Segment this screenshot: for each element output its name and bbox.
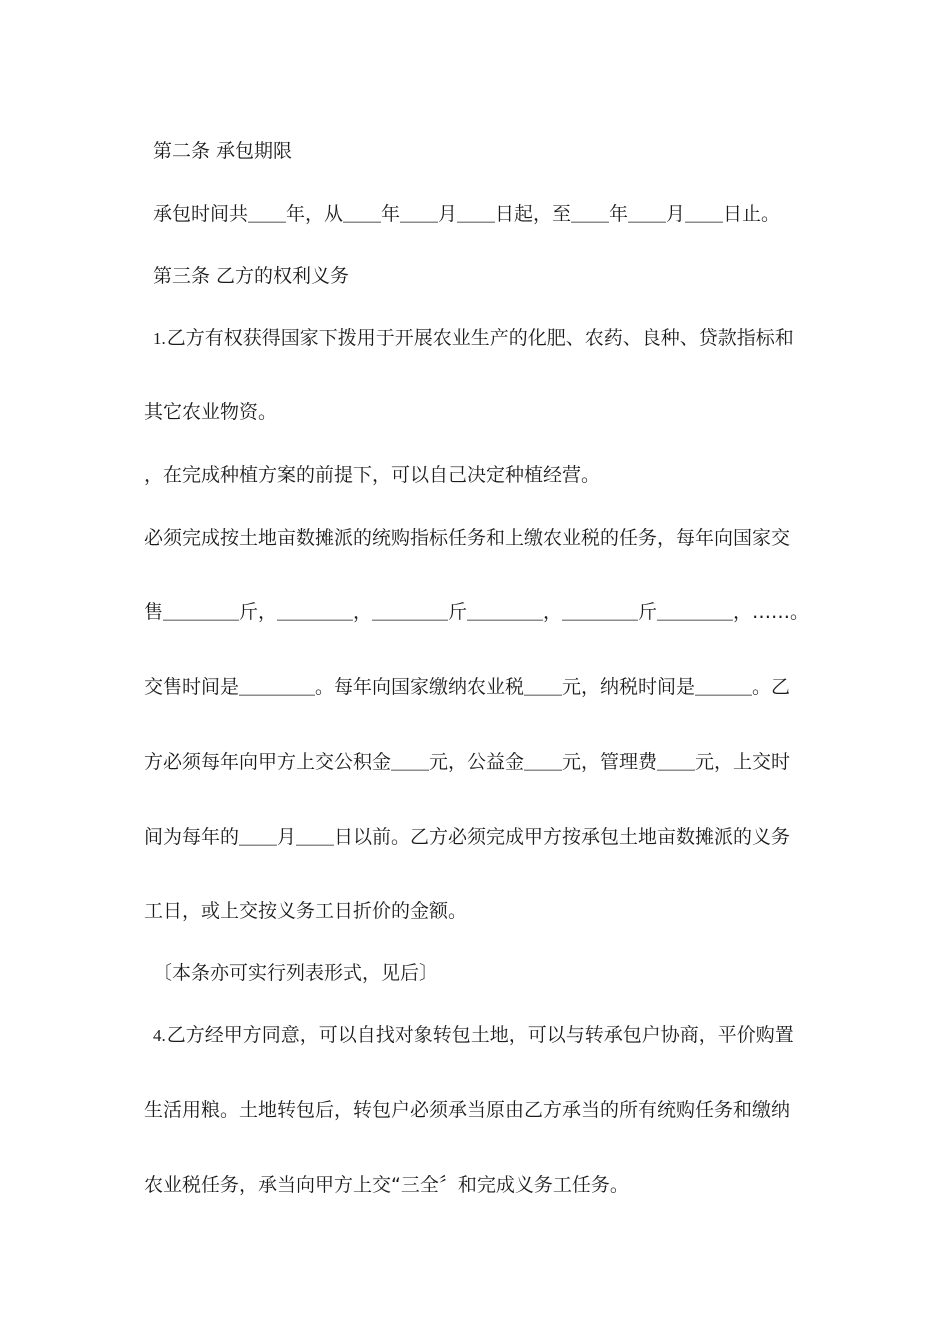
item-4-line-1 <box>153 1023 794 1047</box>
item-1-line-2: 其它农业物资。 <box>144 401 278 423</box>
item-3-line-6: 工日，或上交按义务工日折价的金额。 <box>144 900 468 922</box>
item-3-line-1: 必须完成按土地亩数摊派的统购指标任务和上缴农业税的任务，每年向国家交 <box>144 527 791 549</box>
item-3-line-3: 交售时间是＿＿＿＿。每年向国家缴纳农业税＿＿元，纳税时间是＿＿＿。乙 <box>144 676 791 698</box>
item-4-text: 乙方经甲方同意，可以自找对象转包土地，可以与转承包户协商，平价购置 <box>166 1024 794 1046</box>
item-4-line-3: 农业税任务，承当向甲方上交“三全〞和完成义务工任务。 <box>144 1174 629 1196</box>
item-1-text: 乙方有权获得国家下拨用于开展农业生产的化肥、农药、良种、贷款指标和 <box>166 327 794 349</box>
item-3-line-4: 方必须每年向甲方上交公积金＿＿元，公益金＿＿元，管理费＿＿元，上交时 <box>144 751 791 773</box>
item-4-number: 4. <box>153 1026 166 1045</box>
item-4-line-2: 生活用粮。土地转包后，转包户必须承当原由乙方承当的所有统购任务和缴纳 <box>144 1099 791 1121</box>
article-3-heading: 第三条 乙方的权利义务 <box>153 265 350 287</box>
item-1-line <box>153 326 794 350</box>
article-2-heading: 第二条 承包期限 <box>153 140 293 162</box>
item-1-number: 1. <box>153 329 166 348</box>
item-3-line-2: 售＿＿＿＿斤，＿＿＿＿，＿＿＿＿斤＿＿＿＿，＿＿＿＿斤＿＿＿＿，……。 <box>144 601 810 623</box>
item-3-line-5: 间为每年的＿＿月＿＿日以前。乙方必须完成甲方按承包土地亩数摊派的义务 <box>144 826 791 848</box>
article-2-term-text: 承包时间共＿＿年，从＿＿年＿＿月＿＿日起，至＿＿年＿＿月＿＿日止。 <box>153 203 781 225</box>
item-3-note: 〔本条亦可实行列表形式，见后〕 <box>153 962 439 984</box>
item-2-line: ，在完成种植方案的前提下，可以自己决定种植经营。 <box>144 464 601 486</box>
